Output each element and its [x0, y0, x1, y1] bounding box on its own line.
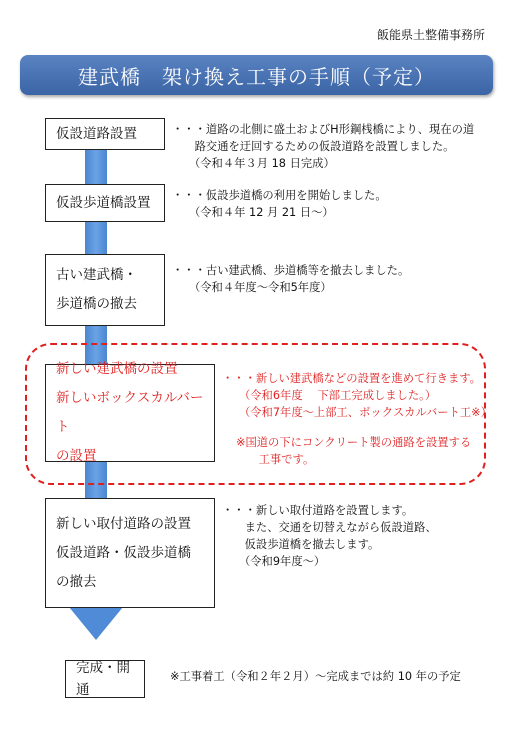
- step-note-new-access-road: ・・・新しい取付道路を設置します。 また、交通を切替えながら仮設道路、 仮設歩道橋を撤去します。 （令和9年度～）: [222, 504, 437, 568]
- step-box-temporary-footbridge: [45, 184, 165, 222]
- step-box-new-bridge-installation: [45, 361, 215, 464]
- step-label: 新しい取付道路の設置: [56, 515, 191, 532]
- step-label: 歩道橋の撤去: [56, 296, 137, 312]
- step-note-temporary-road: ・・・道路の北側に盛土およびH形鋼桟橋により、現在の道 路交通を迂回するための仮設道路を設置しました。 （令和４年３月 18 日完成）: [172, 123, 475, 170]
- step-label: 新しいボックスカルバート: [56, 390, 204, 435]
- step-label: 仮設歩道橋設置: [56, 195, 151, 211]
- step-label: 新しい建武橋の設置: [56, 361, 178, 377]
- step-label: 古い建武橋・: [56, 267, 137, 283]
- step-box-old-bridge-removal: [45, 254, 165, 326]
- flow-arrow-shaft: [85, 222, 107, 254]
- step-label: の設置: [56, 448, 97, 464]
- step-box-temporary-road: [45, 118, 165, 150]
- flow-arrow-shaft: [85, 148, 107, 184]
- step-label: の撤去: [56, 573, 97, 590]
- step-note-temporary-footbridge: ・・・仮設歩道橋の利用を開始しました。 （令和４年 12 月 21 日～）: [172, 189, 387, 219]
- step-note-new-bridge-installation: ・・・新しい建武橋などの設置を進めて行きます。 （令和6年度 下部工完成しました。） （令和7年度～上部工、ボックスカルバート工※）: [222, 372, 492, 419]
- step-box-new-access-road: [45, 498, 215, 608]
- step-label: 完成・開通: [76, 660, 130, 698]
- office-name: 飯能県土整備事務所: [376, 28, 485, 42]
- step-label: 仮設道路・仮設歩道橋: [56, 544, 191, 561]
- page-title: 建武橋 架け換え工事の手順（予定）: [20, 55, 493, 95]
- schedule-footnote: ※工事着工（令和２年２月）～完成までは約 10 年の予定: [170, 670, 461, 683]
- step-note-box-culvert-explanation: ※国道の下にコンクリート製の通路を設置する 工事です。: [236, 436, 472, 466]
- step-box-completion-opening: [65, 660, 145, 698]
- step-label: 仮設道路設置: [56, 126, 137, 142]
- step-note-old-bridge-removal: ・・・古い建武橋、歩道橋等を撤去しました。 （令和４年度～令和5年度）: [172, 264, 410, 294]
